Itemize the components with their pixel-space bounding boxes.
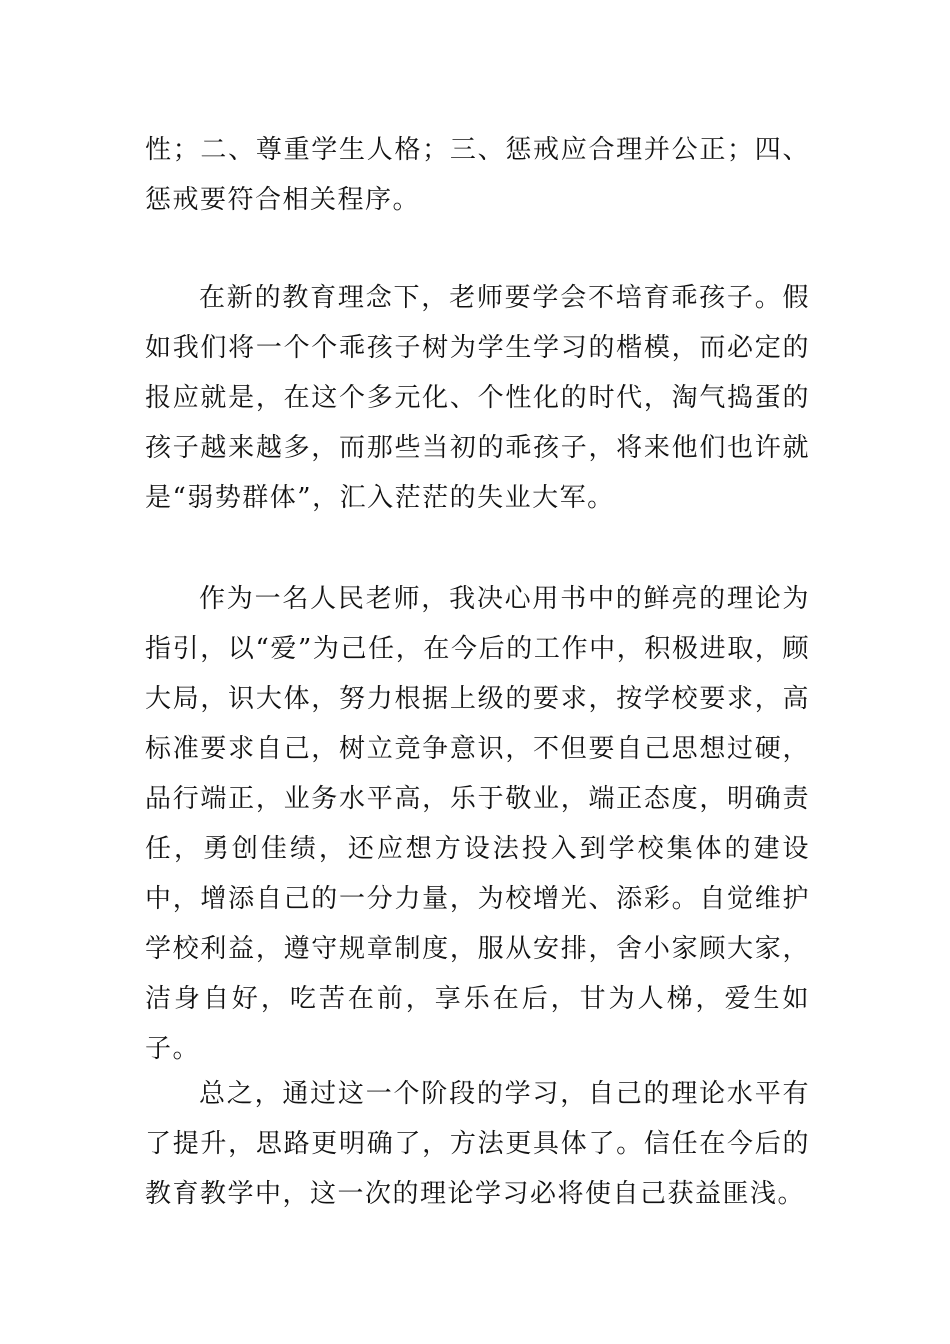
paragraph-continued: 性；二、尊重学生人格；三、惩戒应合理并公正；四、惩戒要符合相关程序。 — [145, 135, 810, 215]
paragraph-education-concept: 在新的教育理念下，老师要学会不培育乖孩子。假如我们将一个个乖孩子树为学生学习的楷模，而必定的报应就是，在这个多元化、个性化的时代，淘气捣蛋的孩子越来越多，而那些当初的乖孩子，将来他们也许就是“弱势群体”，汇入茫茫的失业大军。 — [145, 283, 810, 513]
paragraph-teacher-resolution: 作为一名人民老师，我决心用书中的鲜亮的理论为指引，以“爱”为己任，在今后的工作中，积极进取，顾大局，识大体，努力根据上级的要求，按学校要求，高标准要求自己，树立竞争意识，不但要自己思想过硬，品行端正，业务水平高，乐于敬业，端正态度，明确责任，勇创佳绩，还应想方设法投入到学校集体的建设中，增添自己的一分力量，为校增光、添彩。自觉维护学校利益，遵守规章制度，服从安排，舍小家顾大家，洁身自好，吃苦在前，享乐在后，甘为人梯，爱生如子。 — [145, 584, 810, 1064]
paragraph-conclusion: 总之，通过这一个阶段的学习，自己的理论水平有了提升，思路更明确了，方法更具体了。信任在今后的教育教学中，这一次的理论学习必将使自己获益匪浅。 — [145, 1079, 810, 1209]
